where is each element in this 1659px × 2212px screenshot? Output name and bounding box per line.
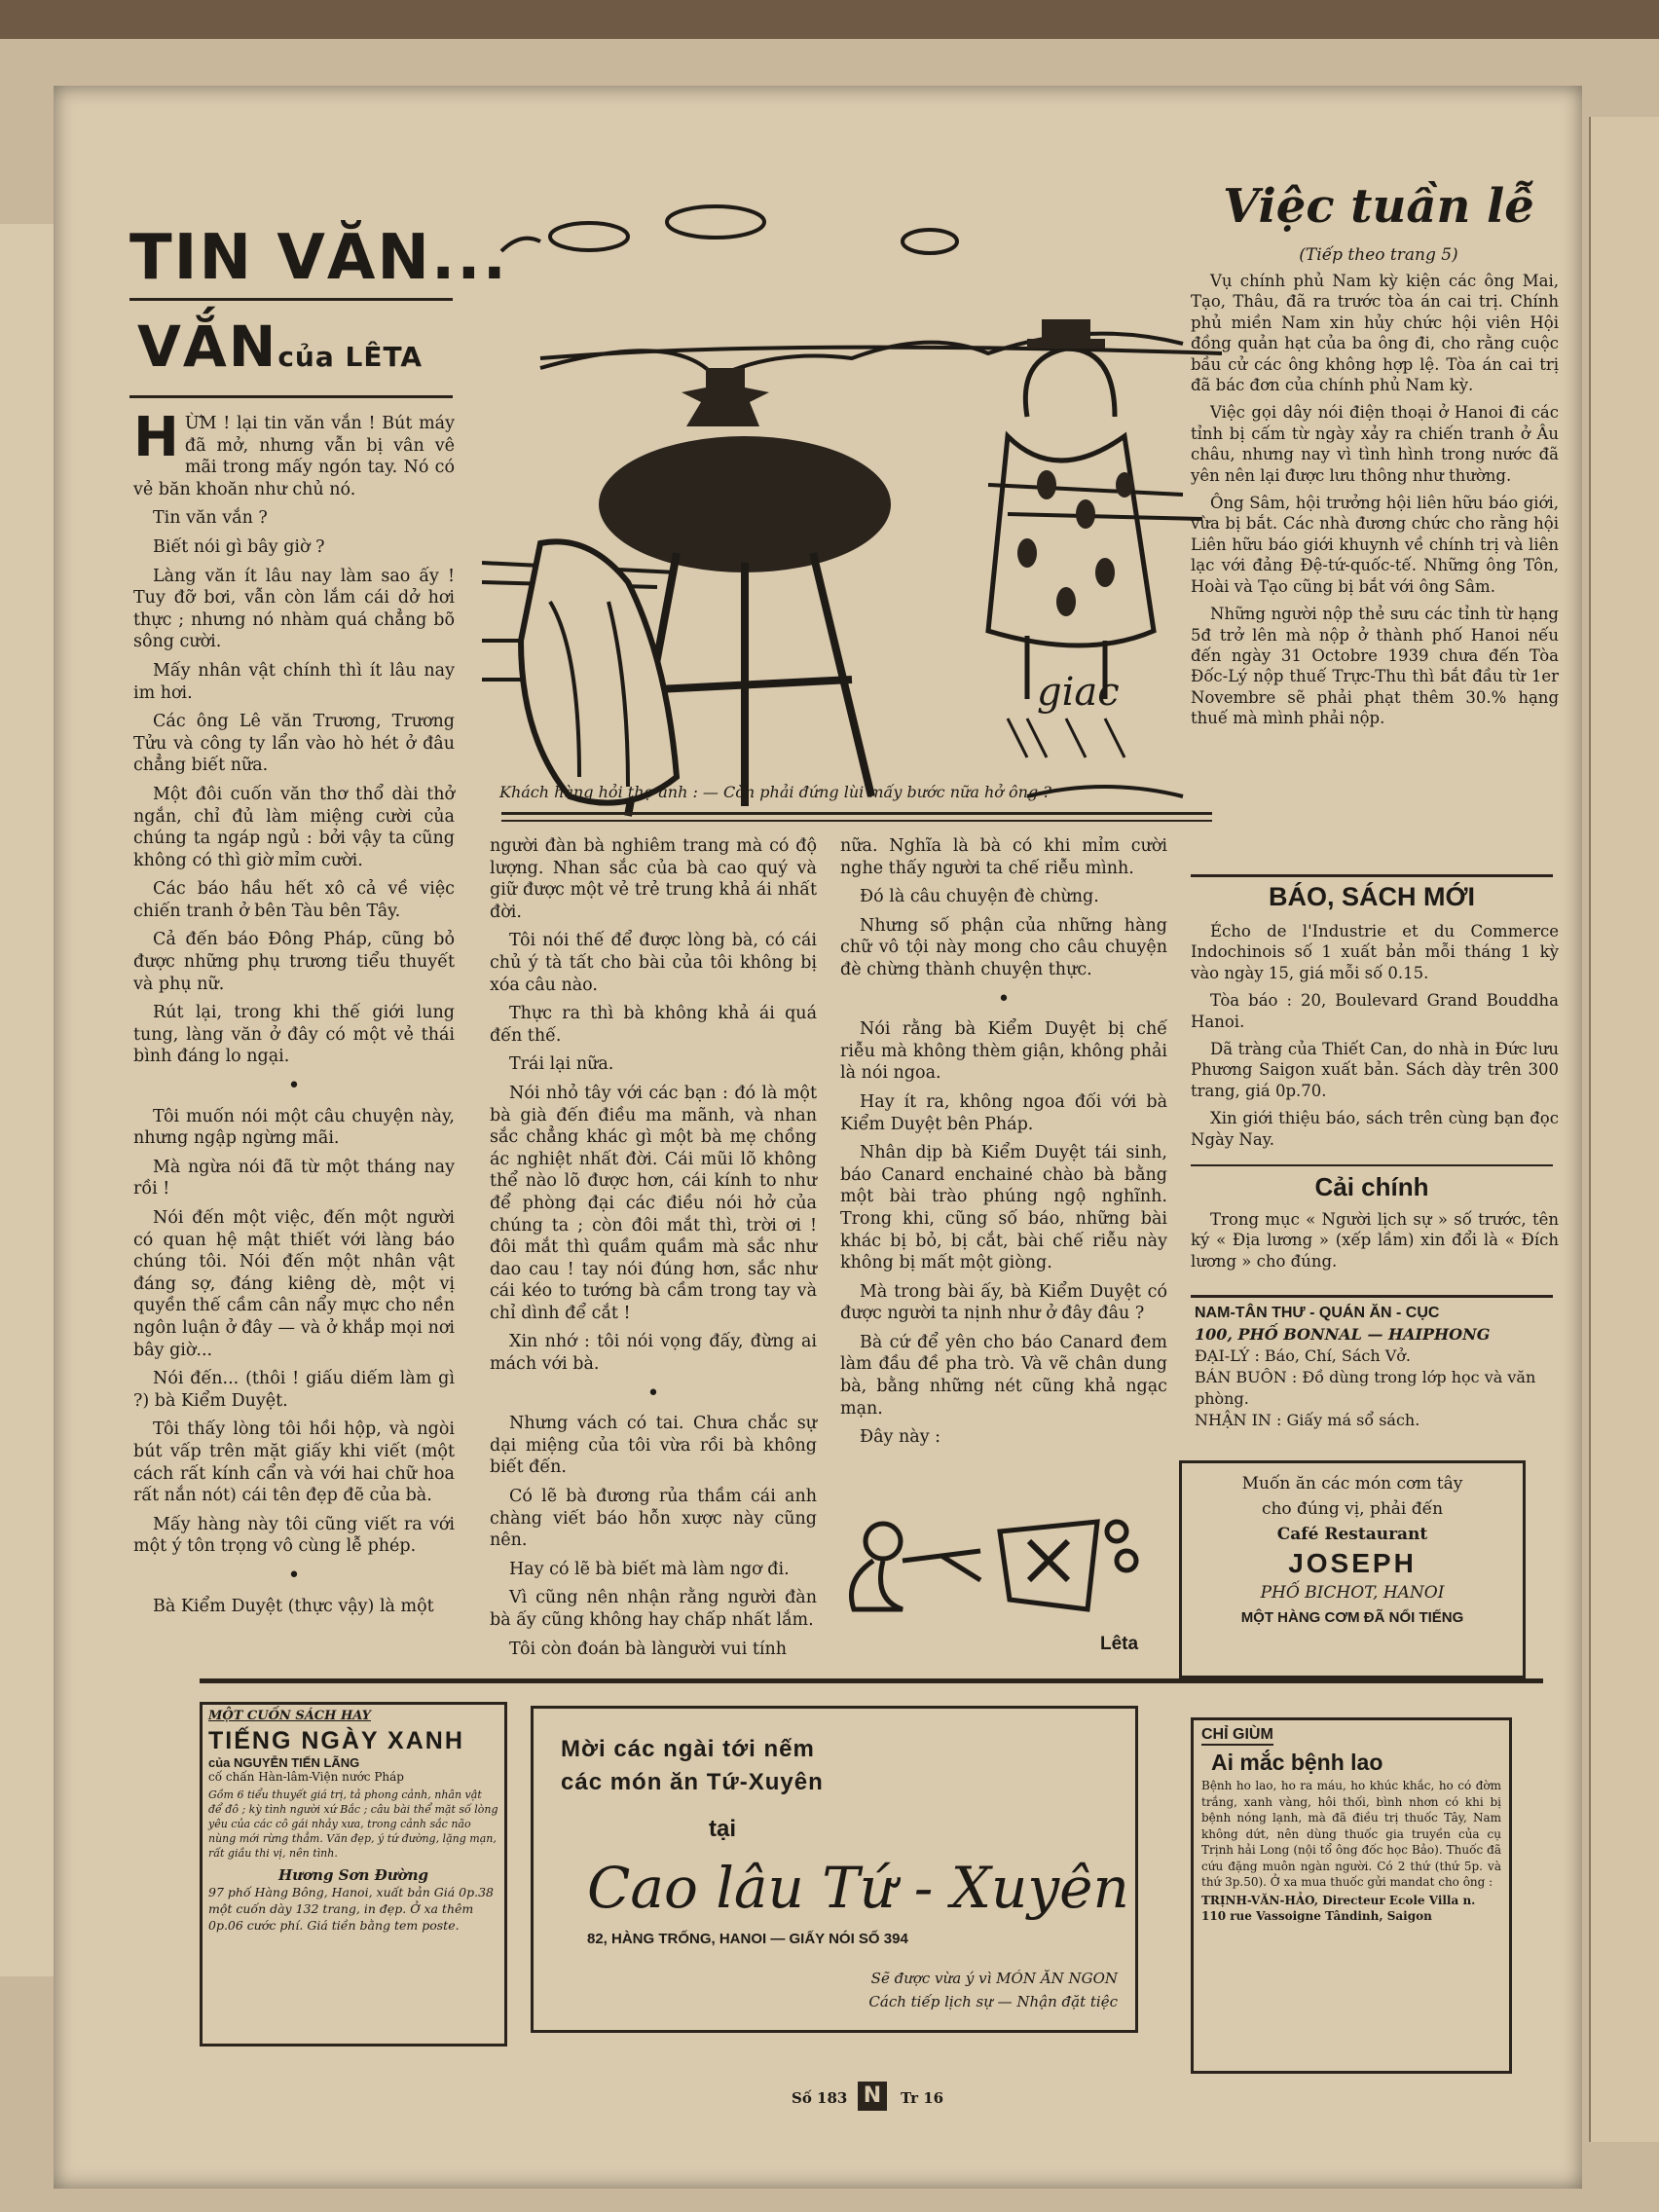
book-ad-author: của NGUYỄN TIẾN LÃNG	[208, 1755, 360, 1770]
cartoonist-signature: giac	[1037, 670, 1120, 715]
newspaper-page	[54, 86, 1582, 2189]
sidebar-news	[1191, 271, 1559, 736]
shop-ad	[1195, 1303, 1557, 1431]
paragraph: Biết nói gì bây giờ ?	[153, 536, 325, 557]
cartoon-illustration	[482, 193, 1222, 845]
paragraph: Nhưng vách có tai. Chưa chắc sự dại miệng của tôi vừa rồi bà không biết đến.	[490, 1414, 817, 1478]
cafe-line: cho đúng vị, phải đến	[1261, 1499, 1444, 1519]
book-item: Dã tràng của Thiết Can, do nhà in Đức lưu Phương Saigon xuất bản. Sách dày trên 300 trang, giá 0p.70.	[1191, 1040, 1559, 1100]
shop-line: BÁN BUÔN : Đồ dùng trong lớp học và văn phòng.	[1195, 1368, 1536, 1408]
book-ad-note: cố chấn Hàn-lâm-Viện nước Pháp	[208, 1770, 404, 1784]
book-item: Écho de l'Industrie et du Commerce Indochinois số 1 xuất bản mỗi tháng 1 kỳ vào ngày 15, giá mỗi số 0.15.	[1191, 922, 1559, 982]
sidebar-subtitle: (Tiếp theo trang 5)	[1299, 245, 1458, 265]
restaurant-name: Cao lâu Tứ - Xuyên	[587, 1855, 1129, 1921]
book-ad-title: TIẾNG NGÀY XANH	[208, 1727, 464, 1754]
cartoon-caption: Khách hàng hỏi thợ ảnh : — Còn phải đứng lùi mấy bước nữa hở ông ?	[499, 783, 1051, 801]
bottom-rule	[200, 1678, 1543, 1683]
medicine-ad	[1191, 1717, 1512, 2074]
books-title: BÁO, SÁCH MỚI	[1268, 882, 1476, 911]
separator-dot: •	[997, 986, 1011, 1012]
paragraph: Nói nhỏ tây với các bạn : đó là một bà già đến điều ma mãnh, và nhan sắc chẳng khác gì một bà mẹ chồng ác nghiệt nhất đời. Cái mũi lõ không thể nào lõ được hơn, cái kính to như để phòng đại các điều nói hở của chúng ta ; còn đôi mắt thì, trời ơi ! đôi mắt thì quầm quầm mà sắc như dao cau ! tay nói đúng hơn, sắc như cái kéo to tướng bà cầm trong tay và chỉ dình để cắt !	[490, 1083, 817, 1323]
paragraph: người đàn bà nghiêm trang mà có độ lượng. Nhan sắc của bà cao quý và giữ được một vẻ trẻ trung khả ái nhất đời.	[490, 836, 817, 922]
paragraph: Một đôi cuốn văn thơ thổ dài thở ngắn, chỉ đủ làm miệng cười của chúng ta ngáp ngủ : bởi vậy ta cũng không có thì giờ mỉm cười.	[133, 784, 455, 870]
paragraph: Tôi muốn nói một câu chuyện này, nhưng ngập ngừng mãi.	[133, 1106, 455, 1149]
separator-dot: •	[287, 1563, 301, 1588]
book-ad-info: 97 phố Hàng Bông, Hanoi, xuất bản Giá 0p.38 một cuốn dày 132 trang, in đẹp. Ở xa thêm 0p.06 cước phí. Giá tiền bằng tem poste.	[208, 1885, 494, 1933]
news-item: Việc gọi dây nói điện thoại ở Hanoi đi các tỉnh bị cấm từ ngày xảy ra chiến tranh ở Âu châu, nhưng nay vì tình hình trong nước đã yên nên lại được lưu thông như thường.	[1191, 403, 1559, 485]
book-item: Tòa báo : 20, Boulevard Grand Bouddha Hanoi.	[1191, 991, 1559, 1031]
paragraph: Nói đến một việc, đến một người có quan hệ mật thiết với làng báo chúng tôi. Nói đến một nhân vật đáng sợ, đáng kiêng dè, một vị quyền thế cầm cân nẩy mực cho nền ngôn luận ở đây — và ở khắp mọi nơi bây giờ...	[133, 1208, 455, 1360]
news-item: Những người nộp thẻ sưu các tỉnh từ hạng 5đ trở lên mà nộp ở thành phố Hanoi nếu đến ngày 31 Octobre 1939 chưa đến Tòa Đốc-Lý nộp thuế Trực-Thu thì bắt đầu từ 1er Novembre sẽ phải phạt thêm 30.% hạng thuế mà mình phải nộp.	[1191, 605, 1559, 728]
paragraph: Tôi còn đoán bà làngười vui tính	[509, 1639, 788, 1659]
paragraph: Tôi nói thế để được lòng bà, có cái chủ ý tà tất cho bài của tôi không bị xóa câu nào.	[490, 931, 817, 995]
paragraph: Các báo hầu hết xô cả về việc chiến tranh ở bên Tàu bên Tây.	[133, 879, 455, 921]
paragraph: Bà cứ để yên cho báo Canard đem làm đầu đề pha trò. Và vẽ chân dung bà, bằng những nét cũng khả ngạc mạn.	[840, 1332, 1167, 1419]
masthead-logo-icon: N	[858, 2082, 887, 2111]
column-mid-text	[490, 835, 817, 1667]
sidebar-rule	[1191, 1164, 1553, 1166]
book-ad-publisher: Hương Sơn Đường	[277, 1866, 429, 1884]
sidebar-title: Việc tuần lễ	[1223, 179, 1534, 234]
paragraph: Đó là câu chuyện đè chừng.	[860, 887, 1099, 907]
title-byline: của LÊTA	[277, 341, 424, 373]
medicine-text: Bệnh ho lao, ho ra máu, ho khúc khắc, ho có đờm trắng, xanh vàng, hôi thối, bình nhơn có khi bị bệnh nóng lạnh, mà đã điều trị thuốc Tây, Nam không dứt, nên dùng thuốc gia truyền của cụ Trịnh hải Long (nội tổ ông đốc học Bảo). Thuốc đã cứu đặng muôn ngàn người. Có 2 thứ (thứ 5p. và thứ 3p.50). Ở xa mua thuốc gửi mandat cho ông :	[1201, 1779, 1501, 1889]
paragraph: Đây này :	[860, 1427, 941, 1448]
restaurant-ad	[531, 1706, 1138, 2033]
paragraph: Tôi thấy lòng tôi hồi hộp, và ngòi bút vấp trên mặt giấy khi viết (một cách rất kính cẩn và với hai chữ hoa rất nắn nót) cái tên đẹp đẽ của bà.	[133, 1419, 455, 1506]
column-title-line2	[137, 313, 423, 380]
censor-scissors-illustration	[844, 1502, 1156, 1619]
restaurant-line: Mời các ngài tới nếm	[561, 1736, 815, 1762]
shop-line: NHẬN IN : Giấy má sổ sách.	[1195, 1411, 1420, 1429]
caption-rule-thin	[501, 820, 1212, 822]
column-signature: Lêta	[1100, 1634, 1139, 1654]
shop-line: ĐẠI-LÝ : Báo, Chí, Sách Vở.	[1195, 1346, 1411, 1365]
news-item: Ông Sâm, hội trưởng hội liên hữu báo giới, vừa bị bắt. Các nhà đương chức cho rằng hội Liên hữu báo giới khuynh về chính trị và liên lạc với đảng Đệ-tứ-quốc-tế. Những ông Tôn, Hoài và Tạo cũng bị bắt với ông Sâm.	[1191, 494, 1559, 596]
paragraph: Xin nhớ : tôi nói vọng đấy, đừng ai mách với bà.	[490, 1332, 817, 1375]
cafe-line: Muốn ăn các món cơm tây	[1241, 1474, 1463, 1493]
paragraph: Hay có lẽ bà biết mà làm ngơ đi.	[509, 1559, 790, 1579]
correction-title: Cải chính	[1314, 1172, 1429, 1201]
paragraph: Cả đến báo Đông Pháp, cũng bỏ được những phụ trương tiểu thuyết và phụ nữ.	[133, 930, 455, 994]
paragraph: Thực ra thì bà không khả ái quá đến thế.	[490, 1004, 817, 1046]
title-rule	[129, 298, 453, 301]
column-left-text	[133, 406, 455, 1624]
paragraph: Nói rằng bà Kiểm Duyệt bị chế riễu mà không thèm giận, không phải là nói ngoa.	[840, 1019, 1167, 1084]
paragraph: Vì cũng nên nhận rằng người đàn bà ấy cũng không hay chấp nhất lắm.	[490, 1588, 817, 1630]
separator-dot: •	[287, 1074, 301, 1099]
paragraph: Rút lại, trong khi thế giới lung tung, làng văn ở đây có một vẻ thái bình đáng lo ngại.	[133, 1003, 455, 1067]
footer-issue: Số 183	[792, 2089, 848, 2107]
cafe-name: JOSEPH	[1288, 1548, 1417, 1578]
paragraph: Mà ngừa nói đã từ một tháng nay rồi !	[133, 1157, 455, 1199]
column-right-text	[840, 835, 1167, 1456]
cafe-address: PHỐ BICHOT, HANOI	[1260, 1583, 1445, 1603]
restaurant-line: tại	[709, 1816, 737, 1842]
news-item: Vụ chính phủ Nam kỳ kiện các ông Mai, Tạo, Thâu, đã ra trước tòa án cai trị. Chính phủ miền Nam xin hủy chức hội viên Hội đồng quản hạt của ba ông đi, cho rằng cuộc bầu cử các ông không hợp lệ. Tòa án cai trị đã bác đơn của chính phủ Nam kỳ.	[1191, 272, 1559, 395]
book-ad-kicker: MỘT CUỐN SÁCH HAY	[208, 1709, 371, 1723]
cafe-tagline: MỘT HÀNG CƠM ĐÃ NỔI TIẾNG	[1240, 1609, 1464, 1626]
book-ad-desc: Gồm 6 tiểu thuyết giá trị, tả phong cảnh, nhân vật để đô ; kỳ tình người xứ Bắc ; câu bài thể mặt số lòng yêu của các cô gái nhảy xưa, trong cảnh sắc não nùng mới rừng thẳm. Văn đẹp, ý tứ đường, lặng mạn, rất giầu thi vị, nên tình.	[208, 1788, 498, 1860]
books-list	[1191, 921, 1559, 1157]
shop-name: NAM-TÂN THƯ - QUÁN ĂN - CỤC	[1195, 1305, 1440, 1321]
restaurant-address: 82, HÀNG TRỐNG, HANOI — GIẤY NÓI SỐ 394	[587, 1931, 908, 1947]
paragraph: Mấy hàng này tôi cũng viết ra với một ý tôn trọng vô cùng lễ phép.	[133, 1514, 455, 1557]
paragraph: Làng văn ít lâu nay làm sao ấy ! Tuy đỡ bơi, vẫn còn lắm cái dở hơi thực ; nhưng nó nhàm quá chẳng bõ sông cười.	[133, 566, 455, 652]
right-page-edge	[1589, 117, 1659, 2142]
book-item: Xin giới thiệu báo, sách trên cùng bạn đọc Ngày Nay.	[1191, 1109, 1559, 1149]
cafe-line: Café Restaurant	[1276, 1525, 1428, 1544]
paragraph: Hay ít ra, không ngoa đối với bà Kiểm Duyệt bên Pháp.	[840, 1091, 1167, 1134]
sidebar-rule	[1191, 874, 1553, 877]
restaurant-tagline: Cách tiếp lịch sự — Nhận đặt tiệc	[868, 1993, 1118, 2010]
paragraph: Mấy nhân vật chính thì ít lâu nay im hơi.	[133, 660, 455, 703]
paragraph: Có lẽ bà đương rủa thầm cái anh chàng viết báo hỗn xược này cũng nên.	[490, 1487, 817, 1551]
drop-cap: H	[133, 406, 179, 469]
paragraph: Trái lại nữa.	[509, 1054, 614, 1075]
caption-rule	[501, 812, 1212, 815]
correction-text	[1191, 1209, 1559, 1278]
shop-address: 100, PHỐ BONNAL — HAIPHONG	[1195, 1325, 1491, 1344]
paragraph: Nhưng số phận của những hàng chữ vô tội này mong cho câu chuyện đè chừng thành chuyện thực.	[840, 915, 1167, 979]
column-title-line1: TIN VĂN...	[129, 222, 508, 294]
title-van: VẮN	[137, 313, 278, 380]
paragraph: Mà trong bài ấy, bà Kiểm Duyệt có được người ta nịnh như ở đây đâu ?	[840, 1281, 1167, 1324]
paragraph: ỪM ! lại tin văn vắn ! Bút máy đã mở, nhưng vẫn bị vân vê mãi trong mấy ngón tay. Nó có vẻ băn khoăn như chủ nó.	[133, 414, 455, 499]
paragraph: Nói đến... (thôi ! giấu diếm làm gì ?) bà Kiểm Duyệt.	[133, 1369, 455, 1411]
sidebar-rule	[1191, 1295, 1553, 1298]
medicine-title: Ai mắc bệnh lao	[1211, 1750, 1383, 1775]
left-page-edge	[0, 224, 60, 1976]
restaurant-line: các món ăn Tứ-Xuyên	[561, 1769, 824, 1795]
cafe-ad	[1179, 1460, 1526, 1678]
book-ad	[200, 1702, 507, 2046]
separator-dot: •	[646, 1381, 660, 1406]
paragraph: nữa. Nghĩa là bà có khi mỉm cười nghe thấy người ta chế riễu mình.	[840, 836, 1167, 878]
paragraph: Các ông Lê văn Trương, Trương Tửu và công ty lẩn vào hò hét ở đâu chẳng biết nữa.	[133, 712, 455, 776]
medicine-contact: TRỊNH-VĂN-HẢO, Directeur Ecole Villa n. 110 rue Vassoigne Tândinh, Saigon	[1201, 1893, 1476, 1923]
title-rule-2	[129, 395, 453, 398]
restaurant-tagline: Sẽ được vừa ý vì MÓN ĂN NGON	[870, 1970, 1118, 1987]
paragraph: Bà Kiểm Duyệt (thực vậy) là một	[153, 1596, 434, 1616]
paragraph: Nhân dịp bà Kiểm Duyệt tái sinh, báo Canard enchainé chào bà bằng một bài trào phúng ngộ nghĩnh. Trong khi, cũng số báo, những bài khác bị bỏ, bị cắt, bài chế riễu này không bị mất một giòng.	[840, 1143, 1167, 1273]
footer-page: Tr 16	[901, 2089, 944, 2107]
paragraph: Tin văn vắn ?	[153, 508, 268, 529]
medicine-kicker: CHỈ GIÙM	[1201, 1726, 1273, 1746]
correction-body: Trong mục « Người lịch sự » số trước, tên ký « Địa lương » (xếp lầm) xin đổi là « Đích lương » cho đúng.	[1191, 1210, 1559, 1271]
